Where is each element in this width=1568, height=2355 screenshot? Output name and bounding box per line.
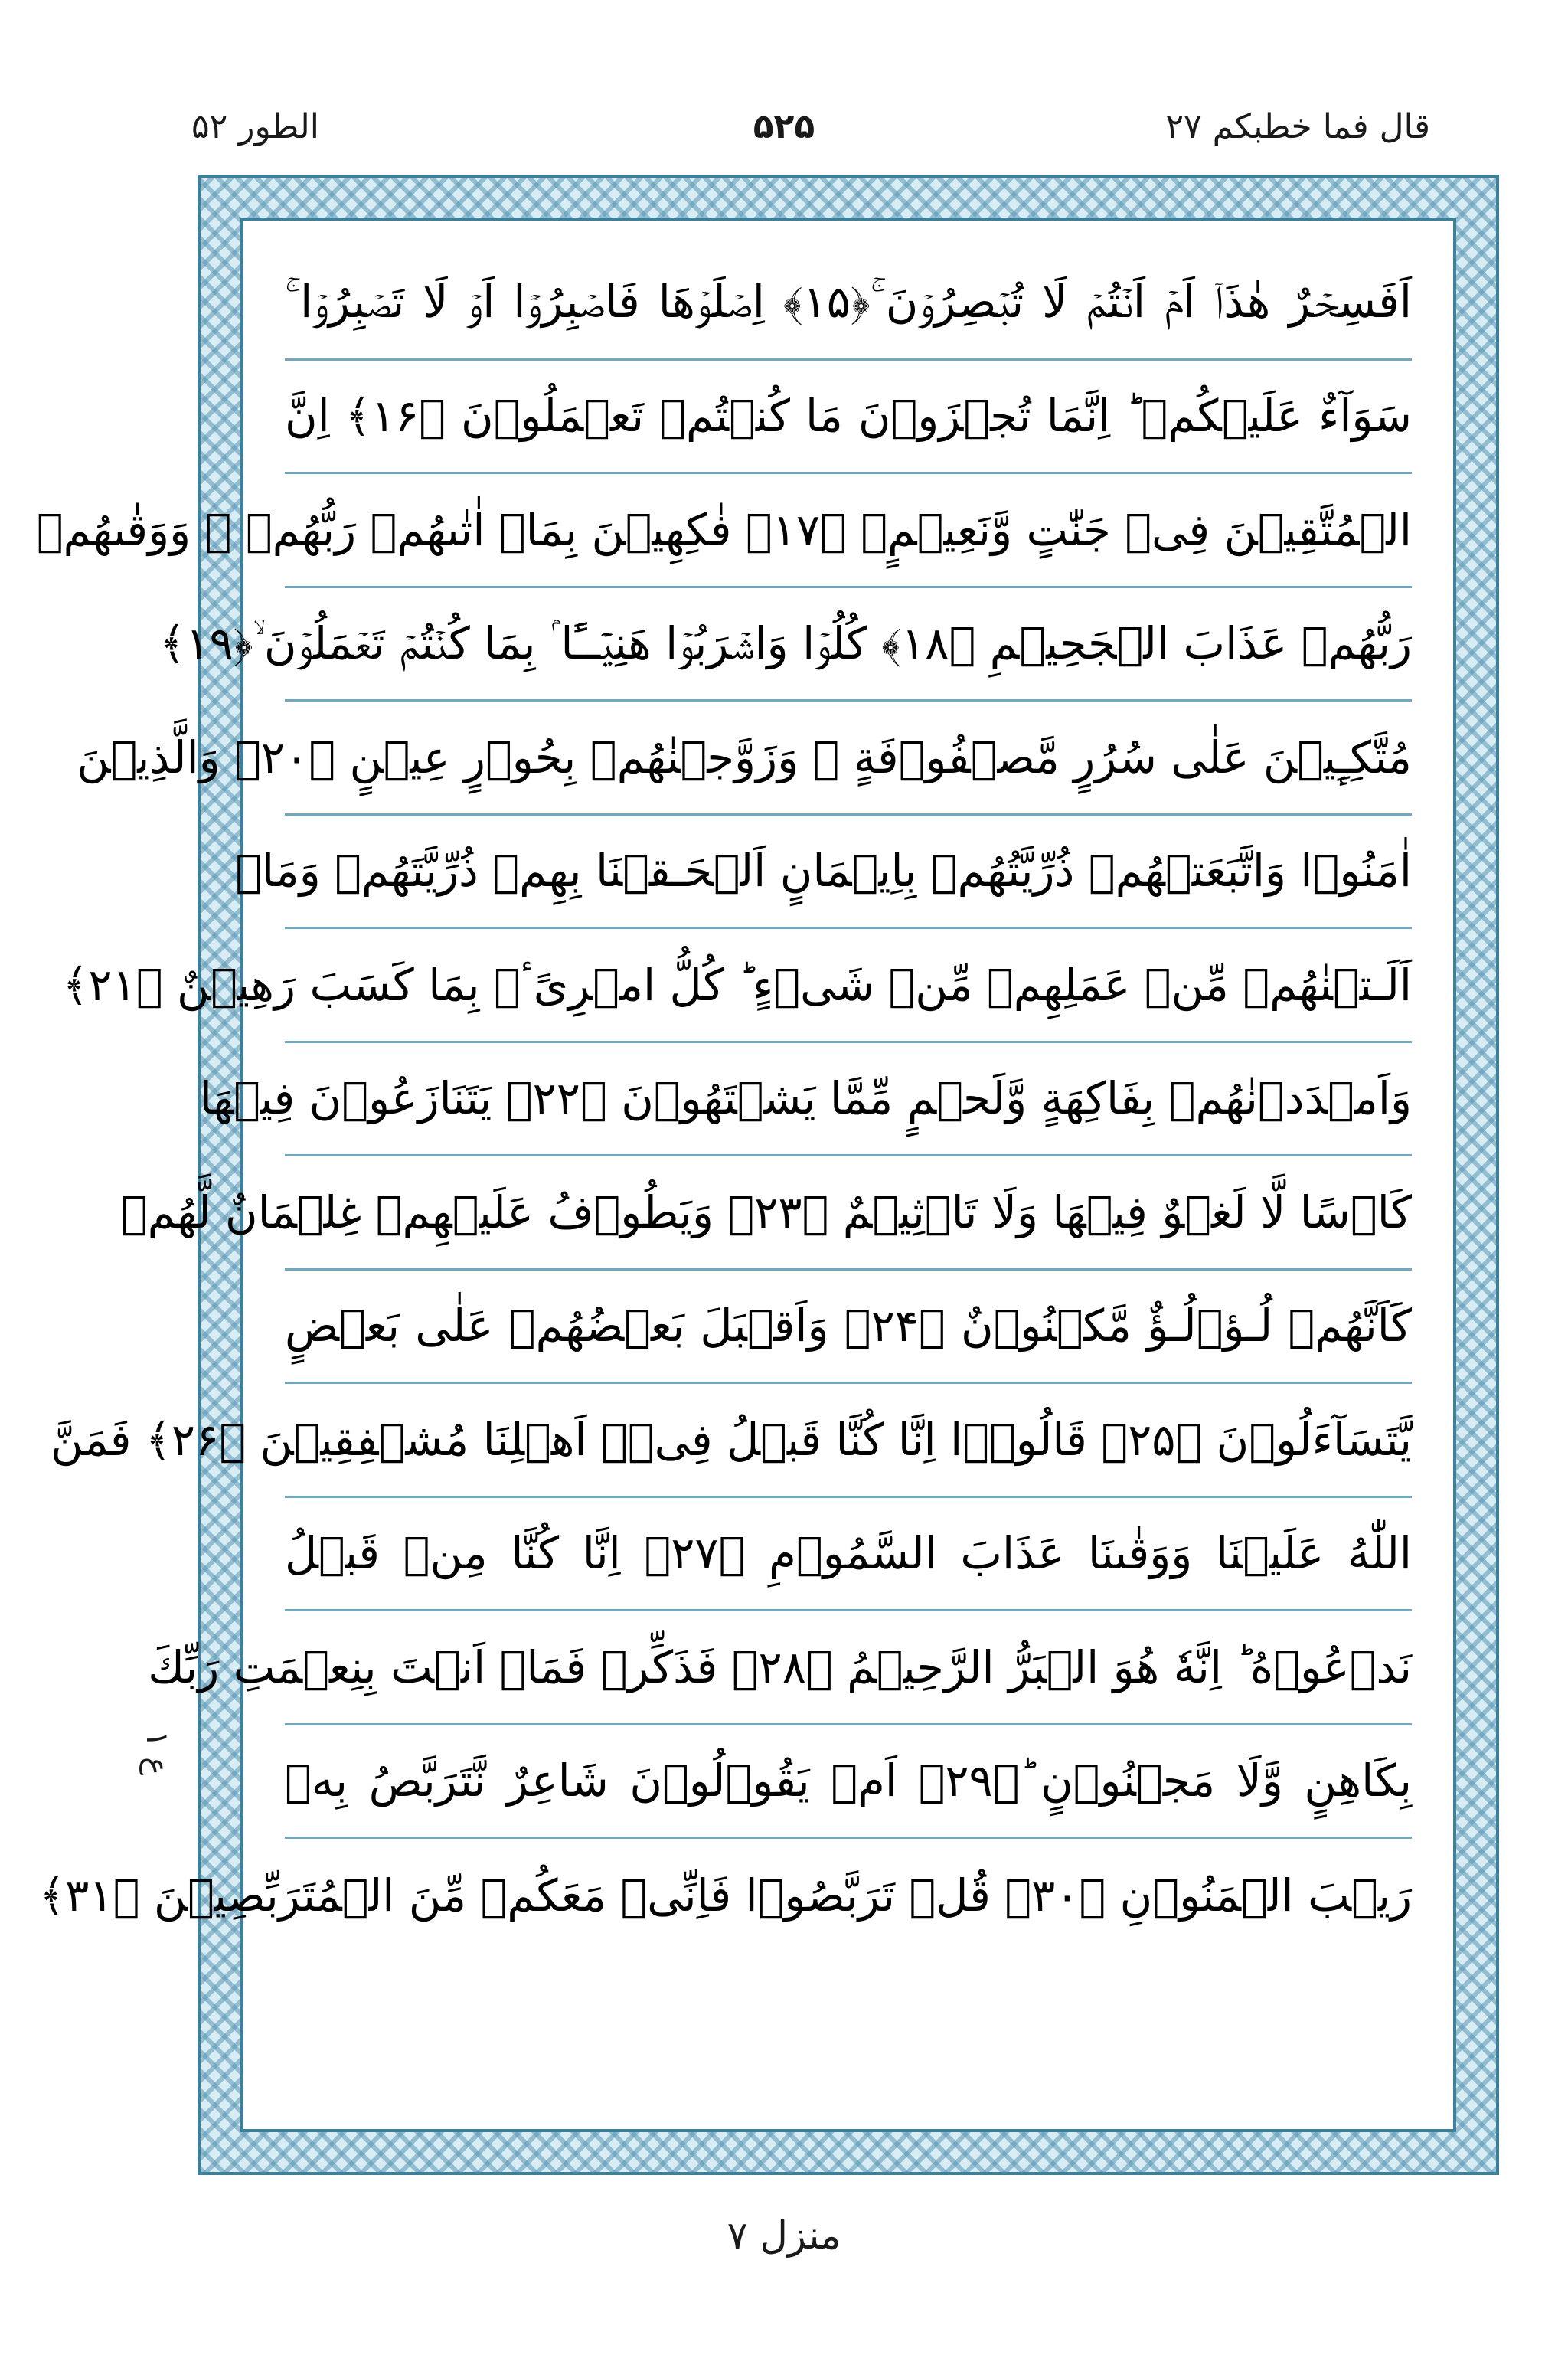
verse-line-text: بِكَاهِنٍ وَّلَا مَجۡنُوۡنٍ ؕ﴿۲۹﴾ اَمۡ يَقُوۡلُوۡنَ شَاعِرٌ نَّتَرَبَّصُ بِهٖ [285,1755,1412,1807]
verse-line-text: رَبُّهُمۡ عَذَابَ الۡجَحِيۡمِ ﴿۱۸﴾ كُلُوۡا وَاشۡرَبُوۡا هَنِيۡٓــًٔا ۢ بِمَا كُنۡتُمۡ تَعۡمَلُوۡنَ ۙ﴿۱۹﴾ [159,617,1412,669]
verse-line-text: سَوَآءٌ عَلَيۡكُمۡ ؕ اِنَّمَا تُجۡزَوۡنَ مَا كُنۡتُمۡ تَعۡمَلُوۡنَ ﴿۱۶﴾ اِنَّ [285,390,1412,443]
verse-line-text: كَاَنَّهُمۡ لُـؤۡلُـؤٌ مَّكۡنُوۡنٌ ﴿۲۴﴾ وَاَقۡبَلَ بَعۡضُهُمۡ عَلٰى بَعۡضٍ [285,1300,1413,1352]
verse-line-text: كَاۡسًا لَّا لَغۡوٌ فِيۡهَا وَلَا تَاۡثِيۡمٌ ﴿۲۳﴾ وَيَطُوۡفُ عَلَيۡهِمۡ غِلۡمَانٌ لَّهُمۡ [120,1186,1412,1238]
verse-line [285,1725,1412,1840]
verse-line [36,474,1412,588]
surah-name: الطور ۵۲ [191,107,319,146]
verse-line [285,1498,1412,1612]
verse-line-text: الۡمُتَّقِيۡنَ فِىۡ جَنّٰتٍ وَّنَعِيۡمٍۙ ﴿۱۷﴾ فٰكِهِيۡنَ بِمَاۤ اٰتٰٮهُمۡ رَبُّهُمۡ ۚ وَوَقٰٮهُمۡ [36,503,1412,556]
manzil-footer: منزل ۷ [727,2213,841,2258]
verse-line-text: اَلَـتۡنٰهُمۡ مِّنۡ عَمَلِهِمۡ مِّنۡ شَىۡءٍ ؕ كُلُّ امۡرِیًٴۢ بِمَا كَسَبَ رَهِيۡنٌ ﴿۲۱﴾ [62,958,1412,1011]
page-number: ۵۲۵ [753,107,815,146]
verse-line-text: اٰمَنُوۡا وَاتَّبَعَتۡهُمۡ ذُرِّيَّتُهُمۡ بِاِيۡمَانٍ اَلۡحَـقۡنَا بِهِمۡ ذُرِّيَّتَهُمۡ وَمَاۤ [235,845,1412,898]
verse-line [285,1271,1412,1385]
verse-line-text: نَدۡعُوۡهُ ؕ اِنَّهٗ هُوَ الۡبَرُّ الرَّحِيۡمُ ﴿۲۸﴾ فَذَكِّرۡ فَمَاۤ اَنۡتَ بِنِعۡمَتِ رَبِّكَ [148,1640,1412,1693]
verse-line [159,588,1412,702]
verse-line [235,816,1412,930]
verse-line-text: مُتَّكِـِٕيۡنَ عَلٰى سُرُرٍ مَّصۡفُوۡفَةٍ ۚ وَزَوَّجۡنٰهُمۡ بِحُوۡرٍ عِيۡنٍ ﴿۲۰﴾ وَالَّذِيۡنَ [77,731,1412,783]
verse-line [51,1384,1412,1498]
verse-line [120,1156,1412,1271]
verse-line [77,702,1412,816]
verse-line [285,247,1412,361]
verse-line-text: اَفَسِحۡرٌ ھٰذَاۤ اَمۡ اَنۡتُمۡ لَا تُبۡصِرُوۡنَ ۚ﴿۱۵﴾ اِصۡلَوۡهَا فَاصۡبِرُوۡۤا اَوۡ لَا تَصۡبِرُوۡا ۚ [285,276,1412,329]
verse-line [62,929,1412,1043]
verse-line-text: اللّٰهُ عَلَيۡنَا وَوَقٰٮنَا عَذَابَ السَّمُوۡمِ ﴿۲۷﴾ اِنَّا كُنَّا مِنۡ قَبۡلُ [285,1527,1412,1580]
page-header [0,92,1568,168]
para-name: قال فما خطبكم ۲۷ [1165,107,1430,146]
verse-line-text: رَيۡبَ الۡمَنُوۡنِ ﴿۳۰﴾ قُلۡ تَرَبَّصُوۡا فَاِنِّىۡ مَعَكُمۡ مِّنَ الۡمُتَرَبِّصِيۡنَ ﴿۳۱﴾ [39,1869,1412,1922]
verse-line [285,361,1412,475]
ruku-marker: ع ۱ [139,1731,175,1776]
verse-line [39,1839,1412,1953]
verse-line [199,1043,1412,1157]
verse-line [148,1611,1412,1725]
verse-line-text: وَاَمۡدَدۡنٰهُمۡ بِفَاكِهَةٍ وَّلَحۡمٍ مِّمَّا يَشۡتَهُوۡنَ ﴿۲۲﴾ يَتَنَازَعُوۡنَ فِيۡهَا [199,1072,1412,1125]
verse-line-text: يَّتَسَآءَلُوۡنَ ﴿۲۵﴾ قَالُوۡۤا اِنَّا كُنَّا قَبۡلُ فِىۡۤ اَهۡلِنَا مُشۡفِقِيۡنَ ﴿۲۶﴾ فَمَنَّ [51,1413,1412,1466]
